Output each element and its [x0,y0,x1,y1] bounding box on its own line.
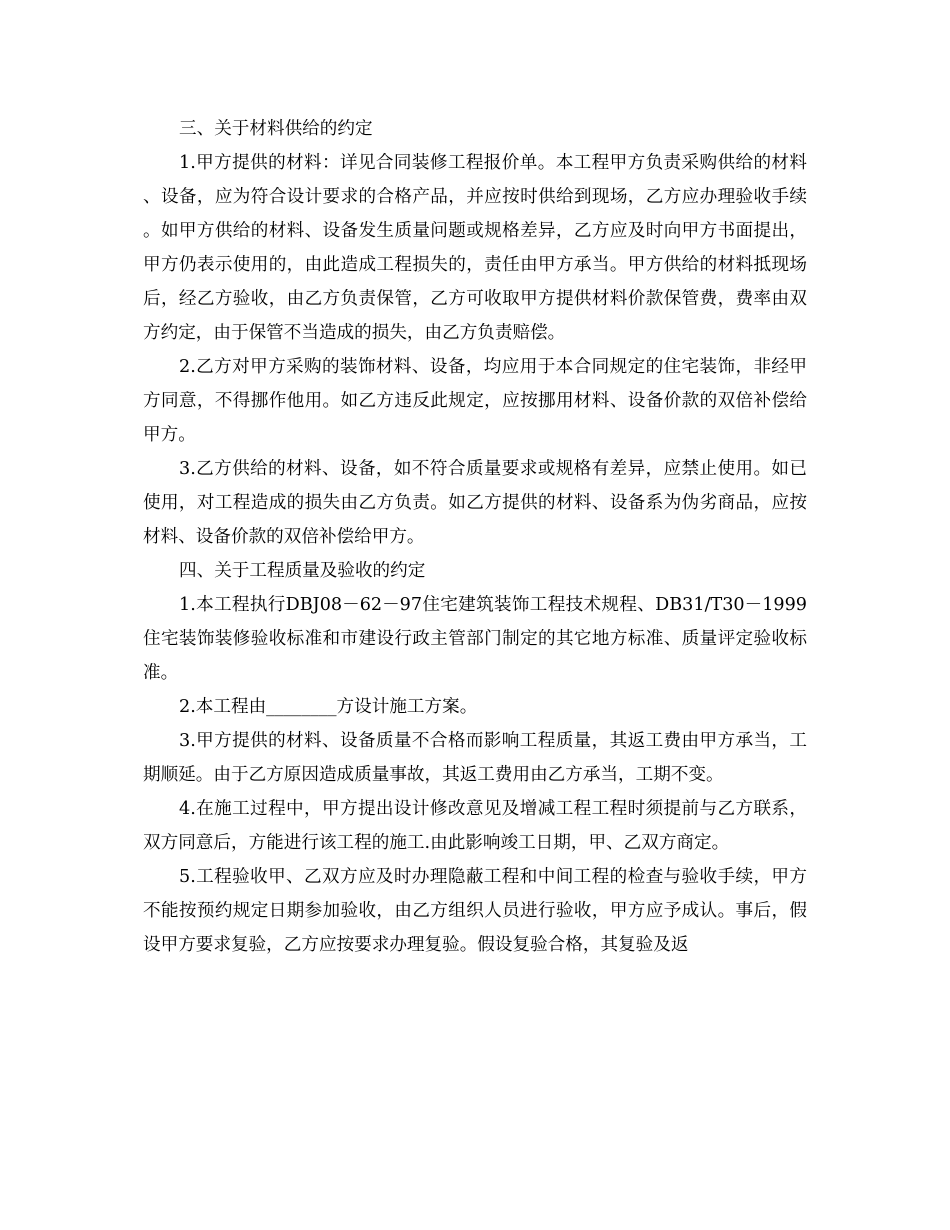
section-3-heading: 三、关于材料供给的约定 [179,119,373,139]
section-3-clause-1: 1.甲方提供的材料：详见合同装修工程报价单。本工程甲方负责采购供给的材料、设备，应为符合设计要求的合格产品，并应按时供给到现场，乙方应办理验收手续。如甲方供给的材料、设备发生质量问题或规格差异，乙方应及时向甲方书面提出，甲方仍表示使用的，由此造成工程损失的，责任由甲方承当。甲方供给的材料抵现场后，经乙方验收，由乙方负责保管，乙方可收取甲方提供材料价款保管费，费率由双方约定，由于保管不当造成的损失，由乙方负责赔偿。 [143,153,807,343]
section-4-heading: 四、关于工程质量及验收的约定 [179,561,426,581]
section-4-clause-4: 4.在施工过程中，甲方提出设计修改意见及增减工程工程时须提前与乙方联系，双方同意后，方能进行该工程的施工.由此影响竣工日期，甲、乙双方商定。 [143,799,807,853]
section-4-clause-2: 2.本工程由________方设计施工方案。 [179,697,478,717]
document-body [143,112,807,962]
section-3-clause-3: 3.乙方供给的材料、设备，如不符合质量要求或规格有差异，应禁止使用。如已使用，对工程造成的损失由乙方负责。如乙方提供的材料、设备系为伪劣商品，应按材料、设备价款的双倍补偿给甲方。 [143,459,807,547]
section-4-clause-3: 3.甲方提供的材料、设备质量不合格而影响工程质量，其返工费由甲方承当，工期顺延。由于乙方原因造成质量事故，其返工费用由乙方承当，工期不变。 [143,731,807,785]
section-4-clause-5: 5.工程验收甲、乙双方应及时办理隐蔽工程和中间工程的检查与验收手续，甲方不能按预约规定日期参加验收，由乙方组织人员进行验收，甲方应予成认。事后，假设甲方要求复验，乙方应按要求办理复验。假设复验合格，其复验及返 [143,867,807,955]
section-3-clause-2: 2.乙方对甲方采购的装饰材料、设备，均应用于本合同规定的住宅装饰，非经甲方同意，不得挪作他用。如乙方违反此规定，应按挪用材料、设备价款的双倍补偿给甲方。 [143,357,807,445]
section-4-clause-1: 1.本工程执行DBJ08－62－97住宅建筑装饰工程技术规程、DB31/T30－1999住宅装饰装修验收标准和市建设行政主管部门制定的其它地方标准、质量评定验收标准。 [143,595,807,683]
